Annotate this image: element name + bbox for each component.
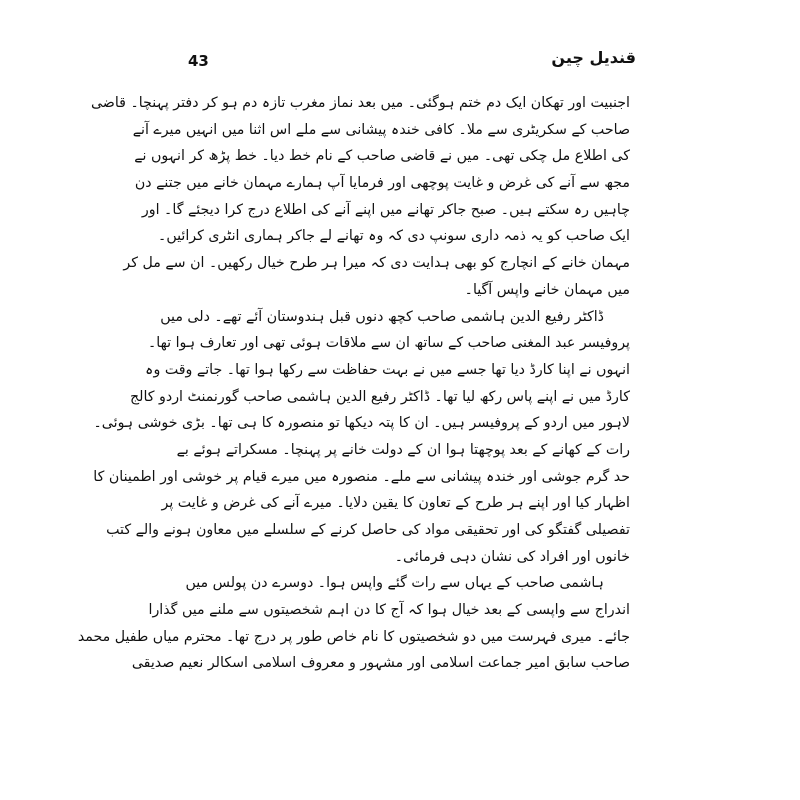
text-line: ایک صاحب کو یہ ذمہ داری سونپ دی کہ وہ تھانے لے جاکر ہماری انٹری کرائیں۔: [158, 228, 630, 245]
text-line: تفصیلی گفتگو کی اور تحقیقی مواد کی حاصل کرنے کے سلسلے میں معاون ہونے والے کتب: [106, 522, 630, 538]
text-line: خانوں اور افراد کی نشان دہی فرمائی۔: [394, 548, 630, 565]
running-head: [180, 40, 640, 74]
page-number: 43: [188, 52, 209, 70]
text-line: میں مہمان خانے واپس آگیا۔: [464, 281, 630, 298]
text-line: کارڈ میں نے اپنے پاس رکھ لیا تھا۔ ڈاکٹر رفیع الدین ہاشمی صاحب گورنمنٹ اردو کالج: [129, 388, 630, 405]
body-text: [77, 90, 630, 677]
text-line: مجھ سے آنے کی غرض و غایت پوچھی اور فرمایا آپ ہمارے مہمان خانے میں جتنے دن: [134, 175, 630, 192]
text-line: چاہیں رہ سکتے ہیں۔ صبح جاکر تھانے میں اپنے آنے کی اطلاع درج کرا دیجئے گا۔ اور: [141, 201, 630, 218]
text-line: اندراج سے واپسی کے بعد خیال ہوا کہ آج کا دن اہم شخصیتوں سے ملنے میں گذارا: [148, 602, 630, 619]
text-line: انہوں نے اپنا کارڈ دیا تھا جسے میں نے بہت حفاظت سے رکھا ہوا تھا۔ جاتے وقت وہ: [145, 361, 630, 378]
text-line: جائے۔ میری فہرست میں دو شخصیتوں کا نام خاص طور پر درج تھا۔ محترم میاں طفیل محمد: [77, 628, 630, 645]
text-line: ہاشمی صاحب کے یہاں سے رات گئے واپس ہوا۔ دوسرے دن پولس میں: [185, 575, 604, 592]
text-line: رات کے کھانے کے بعد پوچھتا ہوا ان کے دولت خانے پر پہنچا۔ مسکراتے ہوئے بے: [176, 441, 630, 458]
text-line: حد گرم جوشی اور خندہ پیشانی سے ملے۔ منصورہ میں میرے قیام پر خوشی اور اطمینان کا: [93, 468, 630, 485]
text-line: کی اطلاع مل چکی تھی۔ میں نے قاضی صاحب کے نام خط دیا۔ خط پڑھ کر انہوں نے: [134, 148, 630, 165]
text-line: مہمان خانے کے انچارج کو بھی ہدایت دی کہ میرا ہر طرح خیال رکھیں۔ ان سے مل کر: [123, 255, 630, 272]
book-title: قندیل چین: [551, 48, 636, 67]
text-line: ڈاکٹر رفیع الدین ہاشمی صاحب کچھ دنوں قبل ہندوستان آئے تھے۔ دلی میں: [160, 308, 604, 325]
text-line: صاحب سابق امیر جماعت اسلامی اور مشہور و معروف اسلامی اسکالر نعیم صدیقی: [131, 655, 630, 672]
text-line: اجنبیت اور تھکان ایک دم ختم ہوگئی۔ میں بعد نماز مغرب تازہ دم ہو کر دفتر پہنچا۔ قاضی: [90, 95, 630, 111]
book-page: [77, 40, 640, 750]
text-line: اظہار کیا اور اپنے ہر طرح کے تعاون کا یقین دلایا۔ میرے آنے کی غرض و غایت پر: [161, 495, 630, 512]
text-line: صاحب کے سکریٹری سے ملا۔ کافی خندہ پیشانی سے ملے اس اثنا میں انہیں میرے آنے: [132, 121, 630, 138]
text-line: پروفیسر عبد المغنی صاحب کے ساتھ ان سے ملاقات ہوئی تھی اور تعارف ہوا تھا۔: [147, 335, 630, 352]
text-line: لاہور میں اردو کے پروفیسر ہیں۔ ان کا پتہ دیکھا تو منصورہ کا ہی تھا۔ بڑی خوشی ہوئی۔: [93, 415, 630, 432]
